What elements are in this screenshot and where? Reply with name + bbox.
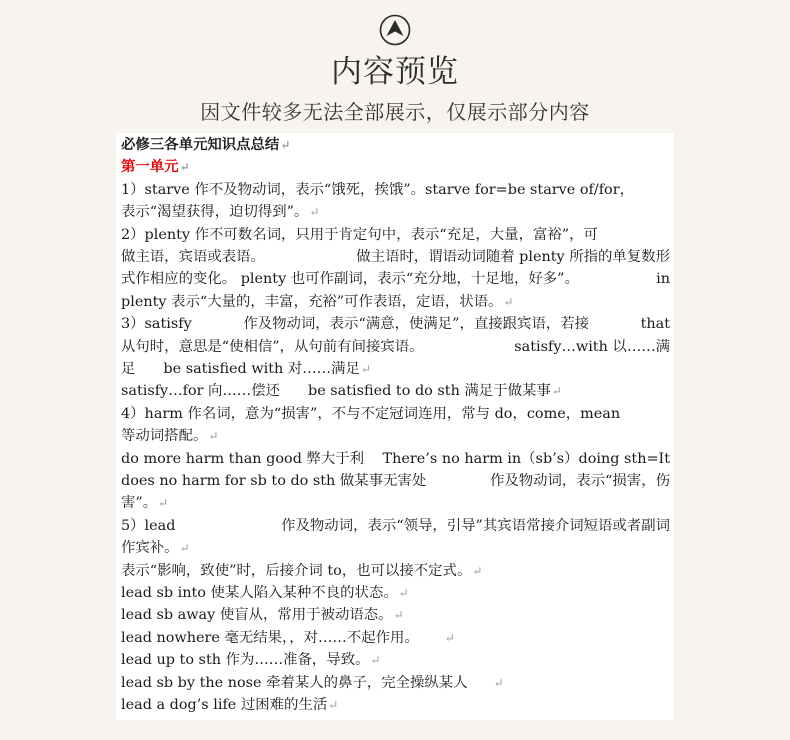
line-text: be satisfied with 对……满足: [163, 361, 360, 377]
document-line: [121, 649, 670, 671]
document-line: [121, 313, 670, 335]
line-text: satisfy…with 以……满: [514, 338, 670, 355]
document-line: [121, 694, 670, 716]
paragraph-mark-icon: ↵: [551, 384, 562, 399]
paragraph-mark-icon: ↵: [444, 630, 455, 645]
line-text: 足: [121, 361, 136, 377]
paragraph-mark-icon: ↵: [309, 205, 320, 220]
line-text: 表示“影响，致使”时，后接介词 to，也可以接不定式。: [121, 562, 472, 579]
document-line: [121, 291, 670, 313]
document-line: [121, 448, 670, 470]
document-line: [121, 156, 670, 178]
page-subtitle: 因文件较多无法全部展示，仅展示部分内容: [200, 100, 590, 124]
line-text: satisfy…for 向……偿还: [121, 383, 280, 400]
line-text: 从句时，意思是“使相信”，从句前有间接宾语。: [121, 338, 424, 355]
document-line: [121, 582, 670, 604]
paragraph-mark-icon: ↵: [158, 496, 169, 511]
line-text: 作及物动词，表示“领导，引导”其宾语常接介词短语或者副词: [281, 517, 670, 534]
page-title: 内容预览: [331, 54, 459, 90]
paragraph-mark-icon: ↵: [472, 563, 483, 578]
document-line: [121, 224, 670, 246]
line-text: There’s no harm in（sb’s）doing sth=It: [382, 450, 670, 467]
document-line: [121, 627, 670, 649]
paragraph-mark-icon: ↵: [179, 541, 190, 556]
line-text: lead sb by the nose 牵着某人的鼻子，完全操纵某人: [121, 674, 468, 691]
document-line: [121, 515, 670, 537]
line-text: in: [656, 271, 670, 288]
document-line: [121, 672, 670, 694]
line-text: 表示“渴望获得，迫切得到”。: [121, 204, 309, 221]
document-line: [121, 201, 670, 223]
paragraph-mark-icon: ↵: [179, 160, 190, 175]
line-text: does no harm for sb to do sth 做某事无害处: [121, 473, 427, 489]
document-line: [121, 403, 670, 425]
line-text: 作及物动词，表示“满意，使满足”，直接跟宾语，若接: [243, 316, 590, 333]
document-line: [121, 470, 670, 492]
paragraph-mark-icon: ↵: [493, 675, 504, 690]
document-line: [121, 425, 670, 447]
document-line: [121, 537, 670, 559]
line-text: 4）harm 作名词，意为“损害”，不与不定冠词连用，常与 do，come，mean: [121, 405, 621, 422]
line-text: lead a dog’s life 过困难的生活: [121, 697, 328, 713]
line-text: 3）satisfy: [121, 316, 192, 333]
document-preview: [116, 133, 674, 720]
paragraph-mark-icon: ↵: [393, 608, 404, 623]
line-text: 等动词搭配。: [121, 428, 208, 445]
line-text: 作宾补。: [121, 540, 179, 557]
line-text: lead sb into 使某人陷入某种不良的状态。: [121, 585, 398, 601]
line-text: 式作相应的变化。 plenty 也可作副词，表示“充分地，十足地，好多”。: [121, 271, 579, 288]
line-text: do more harm than good 弊大于利: [121, 450, 365, 467]
document-line: [121, 336, 670, 358]
paragraph-mark-icon: ↵: [360, 362, 371, 376]
line-text: 害”。: [121, 495, 158, 512]
line-text: plenty 表示“大量的，丰富，充裕”可作表语，定语，状语。: [121, 293, 503, 310]
line-text: 做主语，宾语或表语。: [121, 249, 265, 265]
line-text: lead sb away 使盲从，常用于被动语态。: [121, 607, 393, 624]
line-text: lead up to sth 作为……准备，导致。: [121, 652, 370, 669]
line-text: 2）plenty 作不可数名词，只用于肯定句中，表示“充足，大量，富裕”，可: [121, 226, 598, 243]
paragraph-mark-icon: ↵: [208, 429, 219, 444]
line-text: be satisfied to do sth 满足于做某事: [307, 383, 551, 400]
page-header: [0, 0, 790, 130]
paragraph-mark-icon: ↵: [503, 294, 514, 309]
triangle-circle-logo-icon: [379, 14, 411, 46]
document-line: [121, 246, 670, 268]
line-text: 必修三各单元知识点总结: [121, 136, 280, 153]
document-line: [121, 492, 670, 514]
line-text: 作及物动词，表示“损害，伤: [489, 473, 670, 489]
document-line: [121, 358, 670, 380]
document-line: [121, 268, 670, 290]
paragraph-mark-icon: ↵: [398, 586, 409, 600]
document-line: [121, 560, 670, 582]
line-text: 做主语时，谓语动词随着 plenty 所指的单复数形: [356, 249, 670, 265]
document-line: [121, 604, 670, 626]
paragraph-mark-icon: ↵: [328, 698, 339, 712]
document-line: [121, 380, 670, 402]
line-text: that: [640, 316, 670, 333]
line-text: 第一单元: [121, 158, 179, 176]
paragraph-mark-icon: ↵: [280, 138, 291, 152]
line-text: 5）lead: [121, 517, 176, 534]
document-line: [121, 179, 670, 201]
document-line: [121, 134, 670, 156]
paragraph-mark-icon: ↵: [370, 653, 381, 668]
line-text: 1）starve 作不及物动词，表示“饿死，挨饿”。starve for=be starve of/for，: [121, 181, 634, 198]
line-text: lead nowhere 毫无结果，，对……不起作用。: [121, 629, 419, 646]
